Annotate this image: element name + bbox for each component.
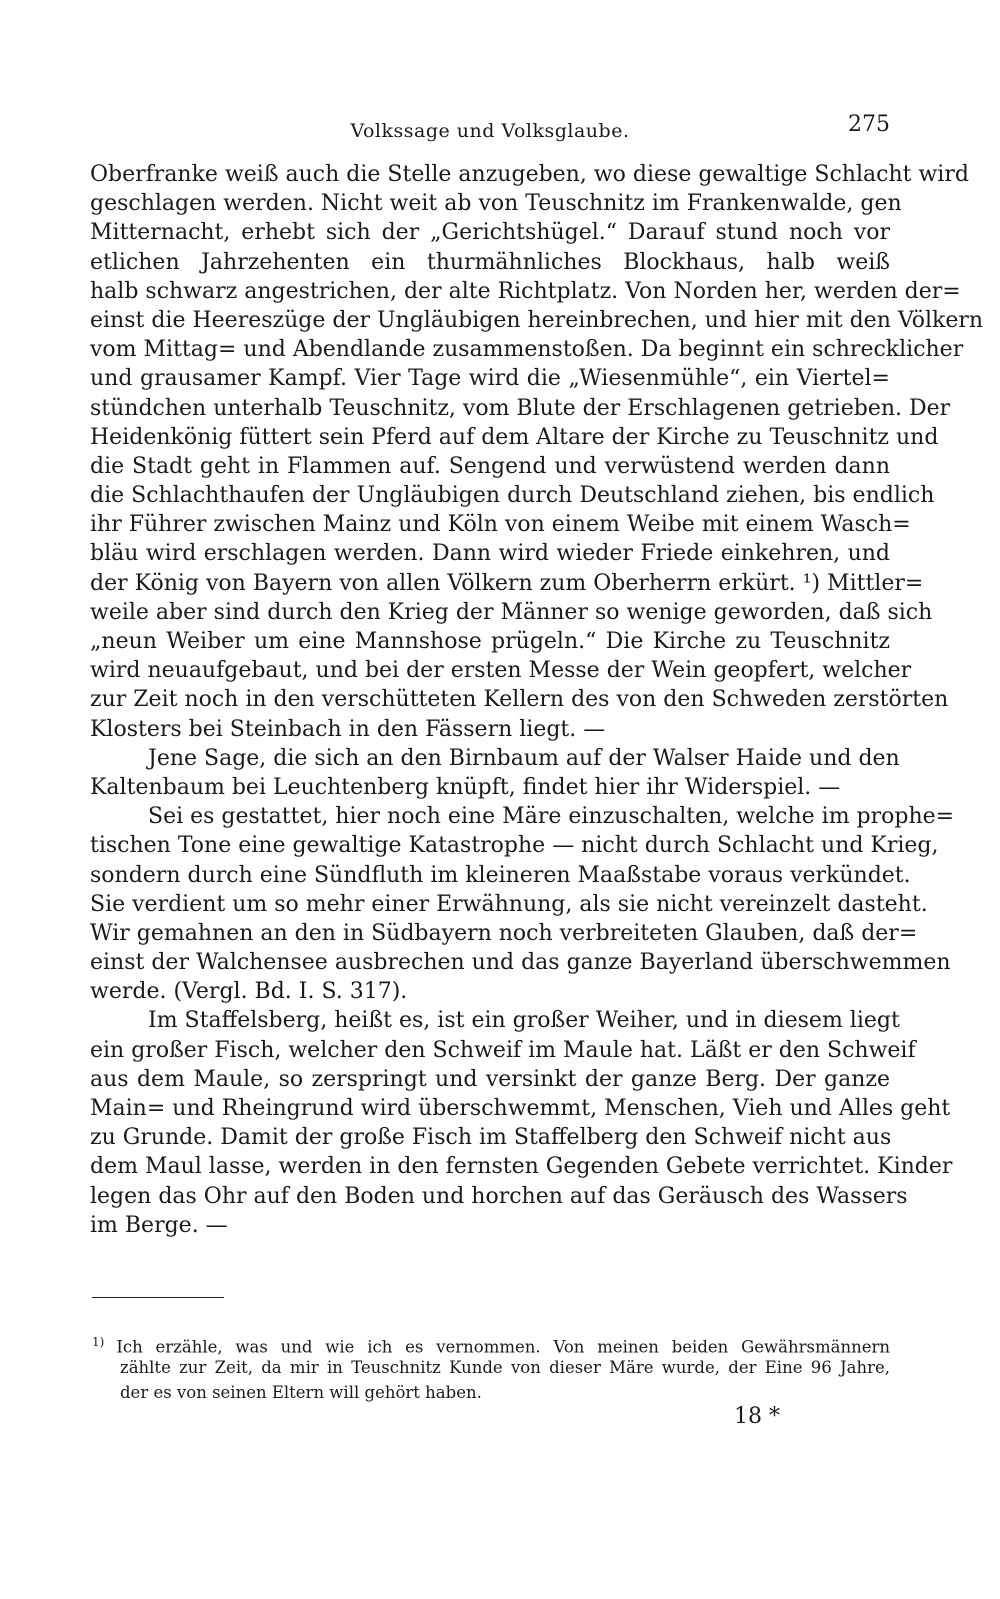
signature-mark: 18 * <box>734 1404 780 1429</box>
text-line: einst die Heereszüge der Ungläubigen hereinbrechen, und hier mit den Völkern <box>90 307 984 333</box>
footnote <box>92 1330 890 1405</box>
running-title: Volkssage und Volksglaube. <box>350 120 630 142</box>
text-line: der König von Bayern von allen Völkern zum Oberherrn erkürt. ¹) Mittler= <box>90 570 924 596</box>
text-line: Klosters bei Steinbach in den Fässern liegt. — <box>90 716 606 742</box>
text-line: ihr Führer zwischen Mainz und Köln von einem Weibe mit einem Wasch= <box>90 512 911 538</box>
footnote-marker: 1) <box>92 1335 105 1349</box>
text-line: aus dem Maule, so zerspringt und versinkt der ganze Berg. Der ganze <box>90 1066 890 1092</box>
footnote-line: zählte zur Zeit, da mir in Teuschnitz Kunde von dieser Märe wurde, der Eine 96 Jahre, <box>120 1358 890 1377</box>
page-number: 275 <box>848 112 890 137</box>
text-line: sondern durch eine Sündfluth im kleineren Maaßstabe voraus verkündet. <box>90 862 911 888</box>
text-line: Oberfranke weiß auch die Stelle anzugeben, wo diese gewaltige Schlacht wird <box>90 162 969 187</box>
text-line: Kaltenbaum bei Leuchtenberg knüpft, findet hier ihr Widerspiel. — <box>90 774 841 800</box>
text-line: vom Mittag= und Abendlande zusammenstoßen. Da beginnt ein schrecklicher <box>90 337 964 363</box>
text-line: zu Grunde. Damit der große Fisch im Staffelberg den Schweif nicht aus <box>90 1125 892 1151</box>
text-line: bläu wird erschlagen werden. Dann wird wieder Friede einkehren, und <box>90 541 890 567</box>
text-line: Mitternacht, erhebt sich der „Gerichtshügel.“ Darauf stund noch vor <box>90 220 890 246</box>
running-head <box>90 112 890 146</box>
footnote-divider <box>92 1297 224 1298</box>
text-line: geschlagen werden. Nicht weit ab von Teuschnitz im Frankenwalde, gen <box>90 191 902 217</box>
text-line: die Schlachthaufen der Ungläubigen durch Deutschland ziehen, bis endlich <box>90 483 935 509</box>
text-line: werde. (Vergl. Bd. I. S. 317). <box>90 979 408 1005</box>
text-line: dem Maul lasse, werden in den fernsten Gegenden Gebete verrichtet. Kinder <box>90 1154 953 1180</box>
text-line: Main= und Rheingrund wird überschwemmt, Menschen, Vieh und Alles geht <box>90 1096 951 1121</box>
text-line: stündchen unterhalb Teuschnitz, vom Blute der Erschlagenen getrieben. Der <box>90 395 951 421</box>
text-line: die Stadt geht in Flammen auf. Sengend und verwüstend werden dann <box>90 453 890 479</box>
text-line: wird neuaufgebaut, und bei der ersten Messe der Wein geopfert, welcher <box>90 658 912 684</box>
text-line: Im Staffelsberg, heißt es, ist ein großer Weiher, und in diesem liegt <box>148 1008 900 1034</box>
text-line: einst der Walchensee ausbrechen und das ganze Bayerland überschwemmen <box>90 950 951 976</box>
footnote-line <box>92 1330 890 1355</box>
text-line: im Berge. — <box>90 1212 228 1238</box>
text-line: zur Zeit noch in den verschütteten Kellern des von den Schweden zerstörten <box>90 687 949 713</box>
text-line: „neun Weiber um eine Mannshose prügeln.“ Die Kirche zu Teuschnitz <box>90 629 890 654</box>
text-line: Jene Sage, die sich an den Birnbaum auf der Walser Haide und den <box>148 745 900 771</box>
text-line: Heidenkönig füttert sein Pferd auf dem Altare der Kirche zu Teuschnitz und <box>90 424 939 450</box>
text-line: Sei es gestattet, hier noch eine Märe einzuschalten, welche im prophe= <box>148 804 955 830</box>
text-line: und grausamer Kampf. Vier Tage wird die „Wiesenmühle“, ein Viertel= <box>90 366 890 392</box>
text-line: weile aber sind durch den Krieg der Männer so wenige geworden, daß sich <box>90 599 933 625</box>
text-line: Wir gemahnen an den in Südbayern noch verbreiteten Glauben, daß der= <box>90 920 918 946</box>
text-line: Sie verdient um so mehr einer Erwähnung, als sie nicht vereinzelt dasteht. <box>90 891 928 917</box>
text-line: legen das Ohr auf den Boden und horchen auf das Geräusch des Wassers <box>90 1183 908 1209</box>
footnote-line-text: Ich erzähle, was und wie ich es vernommen. Von meinen beiden Gewährsmännern <box>116 1337 890 1357</box>
text-line: ein großer Fisch, welcher den Schweif im Maule hat. Läßt er den Schweif <box>90 1037 916 1063</box>
body-text <box>90 160 984 1240</box>
text-line: halb schwarz angestrichen, der alte Richtplatz. Von Norden her, werden der= <box>90 278 961 304</box>
text-line: tischen Tone eine gewaltige Katastrophe — nicht durch Schlacht und Krieg, <box>90 833 939 859</box>
text-line: etlichen Jahrzehenten ein thurmähnliches Blockhaus, halb weiß <box>90 249 890 275</box>
footnote-line: der es von seinen Eltern will gehört haben. <box>120 1383 482 1402</box>
